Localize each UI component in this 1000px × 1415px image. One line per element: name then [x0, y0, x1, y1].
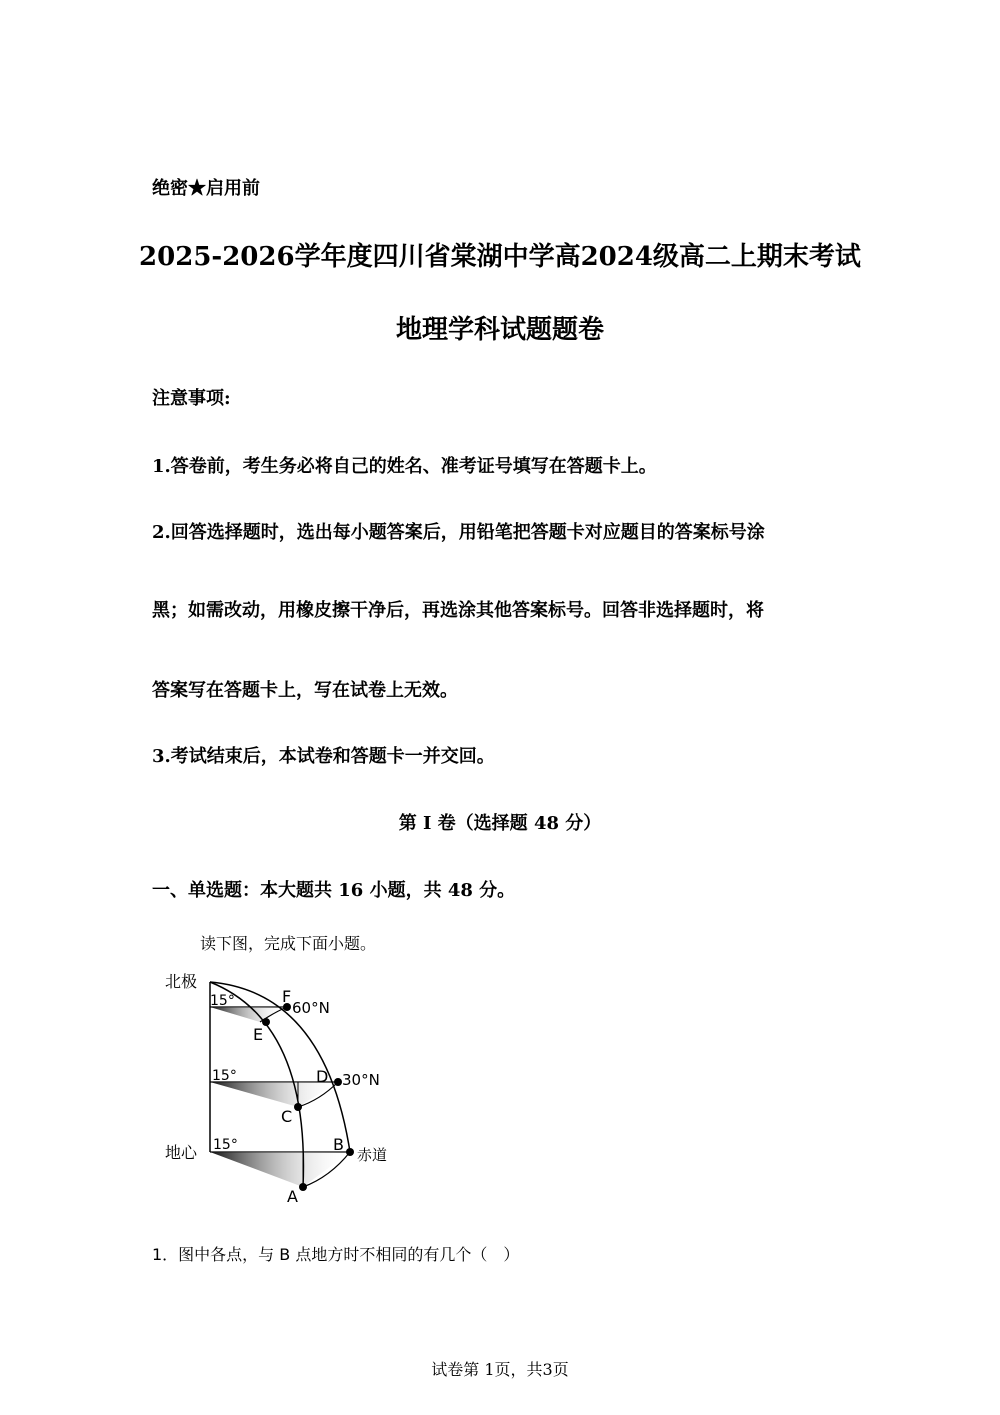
label-angle-bottom: 15° [213, 1137, 238, 1153]
volume-heading: 第 I 卷（选择题 48 分） [398, 813, 602, 834]
point-b [346, 1148, 354, 1156]
section-heading: 一、单选题：本大题共 16 小题，共 48 分。 [152, 880, 516, 901]
label-c: C [281, 1107, 293, 1126]
label-equator: 赤道 [357, 1146, 388, 1164]
figure-instruction: 读下图，完成下面小题。 [200, 934, 377, 953]
point-a [299, 1183, 307, 1191]
point-d [334, 1078, 342, 1086]
question-1: 1．图中各点，与 B 点地方时不相同的有几个（ ） [152, 1245, 520, 1264]
notice-item-1: 1.答卷前，考生务必将自己的姓名、准考证号填写在答题卡上。 [152, 456, 657, 477]
label-b: B [333, 1135, 344, 1154]
label-e: E [253, 1025, 264, 1044]
earth-diagram [160, 962, 400, 1212]
notice-item-2-line-3: 答案写在答题卡上，写在试卷上无效。 [152, 680, 458, 701]
page-footer: 试卷第 1页，共3页 [431, 1360, 569, 1379]
confidential-mark: 绝密★启用前 [152, 178, 260, 199]
label-f: F [282, 987, 292, 1006]
notice-item-3: 3.考试结束后，本试卷和答题卡一并交回。 [152, 746, 495, 767]
label-a: A [287, 1187, 298, 1206]
label-earth-center: 地心 [165, 1143, 198, 1162]
notice-item-2-line-2: 黑；如需改动，用橡皮擦干净后，再选涂其他答案标号。回答非选择题时，将 [152, 600, 764, 621]
label-angle-mid: 15° [212, 1068, 237, 1084]
label-lat60: 60°N [292, 999, 330, 1017]
exam-subtitle: 地理学科试题题卷 [395, 315, 604, 345]
point-e [262, 1018, 270, 1026]
exam-title: 2025-2026学年度四川省棠湖中学高2024级高二上期末考试 [139, 242, 861, 272]
wedge-equator [210, 1152, 350, 1187]
wedge-60 [210, 1007, 287, 1022]
label-lat30: 30°N [342, 1071, 380, 1089]
notice-heading: 注意事项: [152, 388, 231, 409]
label-d: D [316, 1067, 329, 1086]
point-c [294, 1103, 302, 1111]
label-north-pole: 北极 [165, 972, 198, 991]
label-angle-top: 15° [210, 993, 235, 1009]
earth-diagram-svg [160, 962, 400, 1212]
notice-item-2-line-1: 2.回答选择题时，选出每小题答案后，用铅笔把答题卡对应题目的答案标号涂 [152, 522, 765, 543]
